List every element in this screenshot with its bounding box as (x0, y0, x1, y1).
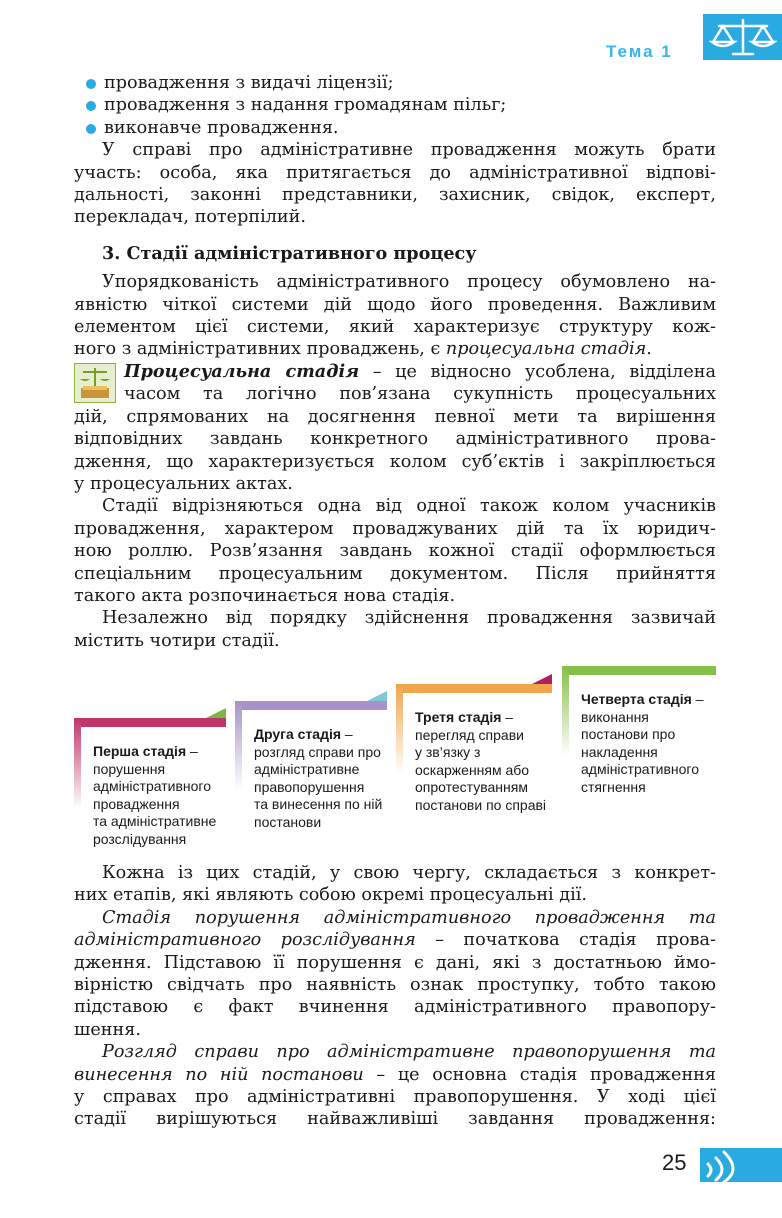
stage-box-3: Третя стадія – перегляд справи у зв’язку з оскарженням або опротестуванням постанови по справі (396, 684, 552, 822)
section-heading: 3. Стадії адміністративного процесу (102, 242, 477, 264)
paragraph-line: такого акта розпочинається нова стадія. (74, 585, 456, 606)
definition-line: у процесуальних актах. (74, 473, 293, 494)
paragraph-line: дальності, законні представники, захисник, свідок, експерт, (74, 185, 716, 206)
stage-title: Четверта стадія (581, 691, 692, 707)
definition-line: Процесуальна стадія – це відносно усоблена, відділена (124, 360, 716, 382)
definition-line: дження, що характеризується колом суб’єктів і закріплюється (74, 451, 716, 472)
paragraph-line: винесення по ній постанови – це основна стадія провадження (74, 1064, 716, 1085)
list-item: виконавче провадження. (74, 117, 716, 139)
definition-line: дій, спрямованих на досягнення певної мети та вирішення (74, 406, 716, 427)
paragraph-line: Стадії відрізняються одна від одної також колом учасників (102, 496, 716, 517)
paragraph-line: участь: особа, яка притягається до адміністративної відпові- (74, 162, 716, 183)
stage-bar (235, 701, 387, 710)
paragraph-line: Незалежно від порядку здійснення провадження зазвичай (102, 608, 716, 629)
paragraph-line: у справах про адміністративні правопорушення. У ході цієї (74, 1087, 716, 1108)
stage-bar (74, 718, 226, 727)
stages-diagram (74, 666, 716, 856)
stage-title: Перша стадія (93, 743, 187, 759)
page-content (74, 72, 716, 652)
paragraph-line: Кожна із цих стадій, у свою чергу, складається з конкрет- (102, 863, 716, 883)
stage-bar (562, 666, 716, 675)
paragraph-line: перекладач, потерпілий. (74, 207, 306, 228)
term: адміністративного розслідування (74, 930, 416, 951)
paragraph-line: явністю чіткої системи дій щодо його проведення. Важливим (74, 294, 716, 315)
definition-term: Процесуальна стадія (124, 360, 360, 382)
paragraph-line: ною роллю. Розв’язання завдань кожної стадії оформлюється (74, 541, 716, 562)
paragraph-line: дження. Підставою її порушення є дані, які з достатньою ймо- (74, 952, 716, 973)
scales-icon (709, 16, 777, 58)
paragraph-line: спеціальним процесуальним документом. Після прийняття (74, 563, 716, 584)
stage-title: Третя стадія (415, 709, 502, 725)
paragraph-line: Стадія порушення адміністративного провадження та (102, 907, 716, 928)
paragraph-line: Розгляд справи про адміністративне правопорушення та (102, 1042, 716, 1063)
list-item: провадження з надання громадянам пільг; (74, 94, 716, 116)
stage-bar (396, 684, 552, 693)
book-scales-icon (74, 363, 116, 403)
paragraph-line: провадження, характером проваджуваних дій та їх юридич- (74, 518, 716, 539)
paragraph-line: шення. (74, 1019, 141, 1040)
stage-box-1: Перша стадія – порушення адміністративного провадження та адміністративне розслідування (74, 718, 226, 856)
definition-line: відповідних завдань конкретного адміністративного прова- (74, 429, 716, 450)
term: винесення по ній постанови (74, 1064, 364, 1085)
paragraph-line: елементом цієї системи, який характеризує структуру кож- (74, 317, 716, 338)
definition-line: часом та логічно пов’язана сукупність процесуальних (124, 384, 716, 405)
paragraph-line: містить чотири стадії. (74, 630, 280, 651)
stage-box-2: Друга стадія – розгляд справи про адміністративне правопорушення та винесення по ній постанови (235, 701, 387, 839)
page-number: 25 (662, 1150, 687, 1175)
footer-tab (700, 1148, 782, 1182)
paragraph-line: У справі про адміністративне провадження можуть брати (102, 140, 716, 161)
paragraph-line: ного з адміністративних проваджень, є процесуальна стадія. (74, 339, 652, 360)
page-content-lower (74, 862, 716, 1131)
paragraph-line: стадії вирішуються найважливіші завдання провадження: (74, 1109, 716, 1130)
paragraph-line: вірністю свідчать про наявність ознак проступку, тобто такою (74, 975, 716, 996)
term: процесуальна стадія (445, 339, 647, 360)
header-tab (703, 14, 782, 60)
paragraph-line: підставою є факт вчинення адміністративного правопору- (74, 997, 716, 1018)
paragraph-line: адміністративного розслідування – початкова стадія прова- (74, 930, 716, 951)
stage-box-4: Четверта стадія – виконання постанови про накладення адміністративного стягнення (562, 666, 716, 804)
stage-title: Друга стадія (254, 726, 342, 742)
signal-waves-icon (704, 1148, 764, 1182)
paragraph-line: Упорядкованість адміністративного процесу обумовлено на- (102, 272, 716, 293)
paragraph-line: них етапів, які являють собою окремі процесуальні дії. (74, 885, 587, 906)
list-item: провадження з видачі ліцензії; (74, 72, 716, 94)
topic-label: Тема 1 (606, 42, 673, 61)
